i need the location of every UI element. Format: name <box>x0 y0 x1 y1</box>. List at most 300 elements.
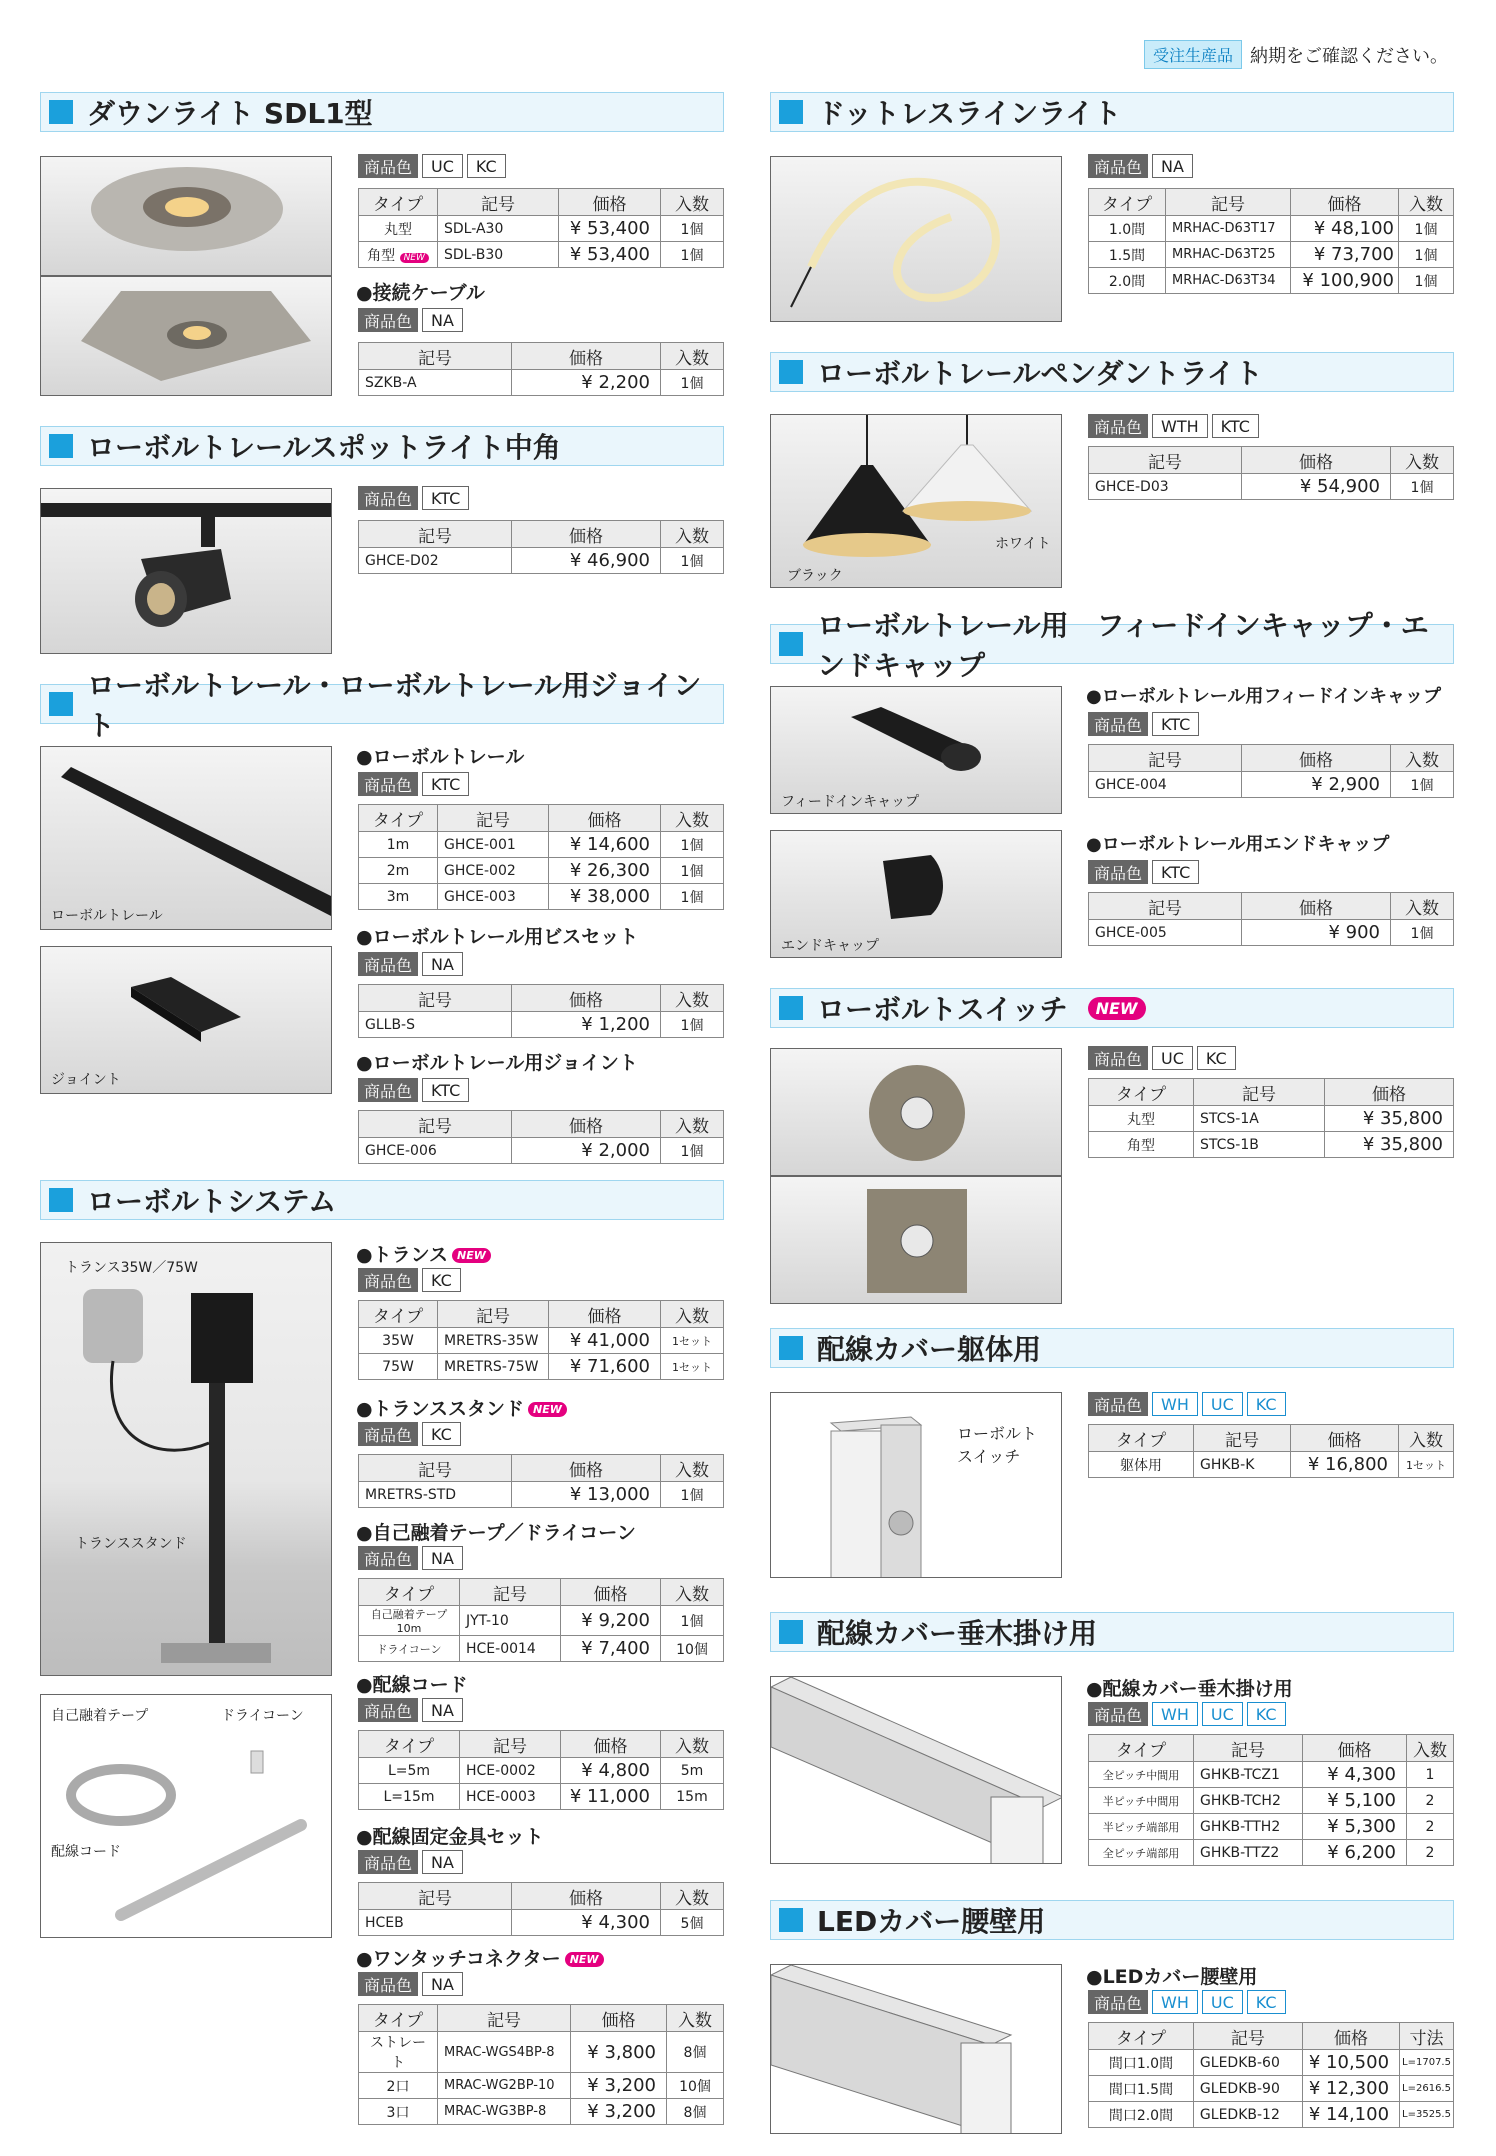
section-system <box>40 1180 724 1220</box>
table-cell: ¥ 7,400 <box>561 1636 661 1662</box>
table-cell: MRETRS-STD <box>359 1482 512 1508</box>
color-label: 商品色 <box>1088 154 1148 178</box>
th-price: 価格 <box>512 1883 661 1910</box>
th-code: 記号 <box>359 985 512 1012</box>
color-chip: WH <box>1152 1990 1198 2014</box>
table-row <box>359 1482 724 1508</box>
table-cell: STCS-1B <box>1194 1132 1325 1158</box>
table-row <box>359 1138 724 1164</box>
table-cell: ¥ 46,900 <box>512 548 661 574</box>
th-code: 記号 <box>359 1111 512 1138</box>
color-options <box>1088 1392 1286 1416</box>
color-label: 商品色 <box>358 952 418 976</box>
subtitle-end-cap: ●ローボルトレール用エンドキャップ <box>1086 834 1390 855</box>
new-badge: NEW <box>528 1402 567 1417</box>
color-label: 商品色 <box>1088 414 1148 438</box>
section-cover-body <box>770 1328 1454 1368</box>
subtitle-connector: ●ワンタッチコネクター NEW <box>356 1944 604 1971</box>
subtitle-cable: ●接続ケーブル <box>356 282 485 304</box>
table-cell: ¥ 3,200 <box>571 2099 667 2125</box>
th-type: タイプ <box>359 1731 460 1758</box>
table-cell: ¥ 5,300 <box>1303 1814 1407 1840</box>
transformer-icon <box>41 1243 332 1676</box>
table-cell: ¥ 16,800 <box>1291 1452 1399 1478</box>
table-cell: ¥ 11,000 <box>561 1784 661 1810</box>
table-row <box>1089 1132 1454 1158</box>
price-table-cover-rafter <box>1088 1734 1454 1866</box>
table-cell: STCS-1A <box>1194 1106 1325 1132</box>
table-cell: ¥ 900 <box>1242 920 1391 946</box>
table-row <box>1089 772 1454 798</box>
table-cell: 1m <box>359 832 438 858</box>
table-cell: ¥ 2,200 <box>512 370 661 396</box>
table-cell: 1個 <box>1399 268 1454 294</box>
subtitle-stand: ●トランススタンド NEW <box>356 1394 567 1421</box>
table-row <box>359 370 724 396</box>
table-cell: GHCE-006 <box>359 1138 512 1164</box>
price-table-downlight <box>358 188 724 268</box>
color-chip: KC <box>1197 1046 1236 1070</box>
color-chip: UC <box>1152 1046 1193 1070</box>
color-options <box>358 1422 461 1446</box>
table-cell: 5m <box>661 1758 724 1784</box>
table-cell: SDL-B30 <box>438 242 559 268</box>
price-table-cover-body <box>1088 1424 1454 1478</box>
table-cell: 1個 <box>661 1482 724 1508</box>
color-options <box>1088 1702 1286 1726</box>
th-price: 価格 <box>561 1731 661 1758</box>
section-title: ローボルトレールスポットライト中角 <box>87 431 561 464</box>
section-marker-icon <box>779 1620 803 1644</box>
table-cell: MRAC-WGS4BP-8 <box>438 2032 571 2073</box>
color-chip: KC <box>1247 1392 1286 1416</box>
section-title: ローボルトシステム <box>87 1185 337 1218</box>
table-cell: 5個 <box>661 1910 724 1936</box>
table-cell: 2.0間 <box>1089 268 1166 294</box>
price-table-rail <box>358 804 724 910</box>
table-cell: ¥ 4,300 <box>512 1910 661 1936</box>
table-row <box>1089 2102 1454 2128</box>
table-cell: 1.5間 <box>1089 242 1166 268</box>
color-options <box>358 1972 463 1996</box>
table-cell: JYT-10 <box>460 1606 561 1636</box>
table-cell: 2 <box>1407 1788 1454 1814</box>
section-title: ローボルトレールペンダントライト <box>817 357 1263 390</box>
photo-line-light <box>770 156 1062 322</box>
table-cell: ¥ 53,400 <box>559 216 661 242</box>
table-cell: ¥ 41,000 <box>549 1328 661 1354</box>
caption-feed-in: フィードインキャップ <box>781 794 920 810</box>
table-cell: ¥ 26,300 <box>549 858 661 884</box>
th-qty: 入数 <box>1391 447 1454 474</box>
th-type: タイプ <box>359 189 438 216</box>
color-chip: KTC <box>1152 712 1199 736</box>
table-cell: 1 <box>1407 1762 1454 1788</box>
th-code: 記号 <box>438 189 559 216</box>
table-row <box>359 1354 724 1380</box>
table-cell: 1セット <box>661 1328 724 1354</box>
section-marker-icon <box>779 1336 803 1360</box>
section-switch <box>770 988 1454 1028</box>
table-cell: L=3525.5 <box>1400 2102 1454 2128</box>
section-marker-icon <box>49 692 73 716</box>
photo-led-cover <box>770 1964 1062 2134</box>
table-cell: 1個 <box>661 548 724 574</box>
th-code: 記号 <box>460 1579 561 1606</box>
color-options <box>358 1546 463 1570</box>
table-cell: ¥ 1,200 <box>512 1012 661 1038</box>
price-table-stand <box>358 1454 724 1508</box>
th-price: 価格 <box>1242 893 1391 920</box>
made-to-order-tag: 受注生産品 <box>1144 40 1242 69</box>
table-cell: ¥ 14,600 <box>549 832 661 858</box>
switch-square-icon <box>771 1177 1062 1304</box>
section-spotlight <box>40 426 724 466</box>
table-cell: 自己融着テープ10m <box>359 1606 460 1636</box>
table-cell: ¥ 71,600 <box>549 1354 661 1380</box>
caption-transformer: トランス35W／75W <box>65 1260 198 1276</box>
subtitle-cord: ●配線コード <box>356 1674 468 1696</box>
color-label: 商品色 <box>358 1268 418 1292</box>
table-row <box>1089 920 1454 946</box>
th-size: 寸法 <box>1400 2023 1454 2050</box>
th-qty: 入数 <box>1399 1425 1454 1452</box>
color-chip: KC <box>1247 1702 1286 1726</box>
table-cell: ¥ 4,800 <box>561 1758 661 1784</box>
table-cell: 1個 <box>661 1138 724 1164</box>
color-chip: KC <box>422 1422 461 1446</box>
color-chip: KC <box>467 154 506 178</box>
color-chip: KTC <box>1212 414 1259 438</box>
table-cell: 2 <box>1407 1840 1454 1866</box>
subtitle-rail: ●ローボルトレール <box>356 746 525 768</box>
section-pendant <box>770 352 1454 392</box>
th-price: 価格 <box>561 1579 661 1606</box>
table-cell: ¥ 2,900 <box>1242 772 1391 798</box>
table-cell: GHCE-D02 <box>359 548 512 574</box>
table-cell: MRHAC-D63T34 <box>1166 268 1291 294</box>
th-qty: 入数 <box>661 521 724 548</box>
th-qty: 入数 <box>1391 893 1454 920</box>
th-type: タイプ <box>359 805 438 832</box>
th-price: 価格 <box>1325 1079 1454 1106</box>
th-price: 価格 <box>512 343 661 370</box>
color-chip: WH <box>1152 1392 1198 1416</box>
th-type: タイプ <box>1089 2023 1194 2050</box>
color-label: 商品色 <box>358 772 418 796</box>
table-cell: HCE-0002 <box>460 1758 561 1784</box>
th-code: 記号 <box>359 521 512 548</box>
color-label: 商品色 <box>358 1698 418 1722</box>
th-qty: 入数 <box>661 985 724 1012</box>
color-options <box>1088 1990 1286 2014</box>
th-price: 価格 <box>549 1301 661 1328</box>
table-cell: GLEDKB-12 <box>1193 2102 1302 2128</box>
table-cell: GHCE-005 <box>1089 920 1242 946</box>
color-label: 商品色 <box>1088 1990 1148 2014</box>
section-led-cover <box>770 1900 1454 1940</box>
table-cell: GHCE-004 <box>1089 772 1242 798</box>
table-cell: ¥ 14,100 <box>1302 2102 1399 2128</box>
table-cell: 1個 <box>1391 772 1454 798</box>
color-label: 商品色 <box>358 1972 418 1996</box>
caption-end-cap: エンドキャップ <box>781 938 879 954</box>
table-cell: MRETRS-75W <box>438 1354 549 1380</box>
photo-downlight-round <box>40 156 332 276</box>
color-label: 商品色 <box>358 154 418 178</box>
table-row <box>359 2099 724 2125</box>
subtitle-fix: ●配線固定金具セット <box>356 1826 544 1848</box>
price-table-switch <box>1088 1078 1454 1158</box>
th-price: 価格 <box>1291 189 1399 216</box>
subtitle-joint: ●ローボルトレール用ジョイント <box>356 1052 638 1074</box>
table-cell: 角型 NEW <box>359 242 438 268</box>
downlight-square-icon <box>41 277 332 396</box>
photo-cover-rafter <box>770 1676 1062 1864</box>
table-cell: GHKB-TCH2 <box>1194 1788 1303 1814</box>
table-cell: 15m <box>661 1784 724 1810</box>
th-code: 記号 <box>1089 447 1242 474</box>
th-code: 記号 <box>438 1301 549 1328</box>
photo-feed-in-cap <box>770 686 1062 814</box>
section-title: 配線カバー躯体用 <box>817 1333 1042 1366</box>
th-price: 価格 <box>512 1455 661 1482</box>
section-rail <box>40 669 724 742</box>
table-cell: ¥ 9,200 <box>561 1606 661 1636</box>
table-cell: GHKB-TTZ2 <box>1194 1840 1303 1866</box>
subtitle-screw: ●ローボルトレール用ビスセット <box>356 926 639 948</box>
table-row <box>1089 2076 1454 2102</box>
table-cell: ¥ 12,300 <box>1302 2076 1399 2102</box>
table-cell: ¥ 4,300 <box>1303 1762 1407 1788</box>
price-table-pendant <box>1088 446 1454 500</box>
color-options <box>1088 860 1199 884</box>
table-row <box>1089 216 1454 242</box>
table-row <box>359 1606 724 1636</box>
th-code: 記号 <box>1194 1425 1291 1452</box>
caption-rail: ローボルトレール <box>51 908 163 924</box>
table-row <box>1089 1814 1454 1840</box>
th-code: 記号 <box>359 1455 512 1482</box>
price-table-connector <box>358 2004 724 2125</box>
section-marker-icon <box>49 434 73 458</box>
table-cell: L=1707.5 <box>1400 2050 1454 2076</box>
table-cell: ¥ 3,200 <box>571 2073 667 2099</box>
table-cell: ¥ 35,800 <box>1325 1132 1454 1158</box>
th-code: 記号 <box>1194 1735 1303 1762</box>
th-qty: 入数 <box>1407 1735 1454 1762</box>
th-code: 記号 <box>460 1731 561 1758</box>
color-options <box>358 308 463 332</box>
new-badge: NEW <box>1088 997 1146 1020</box>
table-cell: ¥ 5,100 <box>1303 1788 1407 1814</box>
th-price: 価格 <box>1242 745 1391 772</box>
table-cell: ドライコーン <box>359 1636 460 1662</box>
order-notice <box>1144 40 1448 69</box>
pendant-icon <box>771 415 1062 588</box>
section-marker-icon <box>779 632 803 656</box>
table-cell: 1個 <box>661 884 724 910</box>
color-chip: UC <box>1202 1392 1243 1416</box>
table-cell: 35W <box>359 1328 438 1354</box>
table-cell: 2口 <box>359 2073 438 2099</box>
th-type: タイプ <box>359 1579 460 1606</box>
table-cell: GLEDKB-90 <box>1193 2076 1302 2102</box>
caption-stand: トランススタンド <box>75 1536 187 1552</box>
table-cell: 1個 <box>661 1012 724 1038</box>
th-code: 記号 <box>1194 1079 1325 1106</box>
table-cell: 1個 <box>661 858 724 884</box>
section-title: ローボルトレール用 フィードインキャップ・エンドキャップ <box>817 609 1429 682</box>
color-label: 商品色 <box>358 1422 418 1446</box>
price-table-led-cover <box>1088 2022 1454 2128</box>
table-cell: GHKB-TCZ1 <box>1194 1762 1303 1788</box>
table-row <box>359 1784 724 1810</box>
table-cell: L=15m <box>359 1784 460 1810</box>
th-price: 価格 <box>1302 2023 1399 2050</box>
table-cell: 間口1.0間 <box>1089 2050 1194 2076</box>
table-cell: 1個 <box>1391 920 1454 946</box>
price-table-joint <box>358 1110 724 1164</box>
table-cell: MRAC-WG2BP-10 <box>438 2073 571 2099</box>
table-cell: ¥ 2,000 <box>512 1138 661 1164</box>
caption-switch: ローボルト スイッチ <box>957 1424 1038 1466</box>
rail-icon <box>41 747 332 930</box>
table-cell: 75W <box>359 1354 438 1380</box>
color-chip: KTC <box>422 1078 469 1102</box>
table-cell: 1個 <box>661 370 724 396</box>
color-chip: WH <box>1152 1702 1198 1726</box>
th-code: 記号 <box>438 2005 571 2032</box>
caption-joint: ジョイント <box>51 1072 121 1088</box>
downlight-round-icon <box>41 157 332 276</box>
color-chip: NA <box>422 1546 463 1570</box>
table-cell: 半ピッチ中間用 <box>1089 1788 1194 1814</box>
table-row <box>1089 1840 1454 1866</box>
table-cell: 1個 <box>1399 216 1454 242</box>
color-label: 商品色 <box>1088 1046 1148 1070</box>
table-cell: 8個 <box>667 2099 724 2125</box>
th-price: 価格 <box>1291 1425 1399 1452</box>
th-price: 価格 <box>1242 447 1391 474</box>
section-title: 配線カバー垂木掛け用 <box>817 1617 1098 1650</box>
table-cell: MRAC-WG3BP-8 <box>438 2099 571 2125</box>
table-cell: L=5m <box>359 1758 460 1784</box>
th-price: 価格 <box>512 1111 661 1138</box>
subtitle-tape: ●自己融着テープ／ドライコーン <box>356 1522 636 1544</box>
table-cell: 1個 <box>661 242 724 268</box>
table-row <box>359 2073 724 2099</box>
table-cell: ¥ 54,900 <box>1242 474 1391 500</box>
th-type: タイプ <box>1089 1735 1194 1762</box>
table-cell: 2m <box>359 858 438 884</box>
th-type: タイプ <box>359 2005 438 2032</box>
table-row <box>359 216 724 242</box>
table-cell: ¥ 3,800 <box>571 2032 667 2073</box>
photo-spotlight <box>40 488 332 654</box>
table-cell: 10個 <box>661 1636 724 1662</box>
table-cell: 1個 <box>1391 474 1454 500</box>
table-row <box>359 1012 724 1038</box>
color-options <box>1088 154 1193 178</box>
price-table-screw <box>358 984 724 1038</box>
th-qty: 入数 <box>661 343 724 370</box>
th-qty: 入数 <box>661 1455 724 1482</box>
th-code: 記号 <box>1089 745 1242 772</box>
table-row <box>359 2032 724 2073</box>
th-code: 記号 <box>1193 2023 1302 2050</box>
table-row <box>1089 1106 1454 1132</box>
photo-cover-body <box>770 1392 1062 1578</box>
section-marker-icon <box>779 1908 803 1932</box>
section-line-light <box>770 92 1454 132</box>
color-options <box>358 952 463 976</box>
th-code: 記号 <box>438 805 549 832</box>
table-row <box>359 884 724 910</box>
th-qty: 入数 <box>661 1883 724 1910</box>
table-cell: 間口1.5間 <box>1089 2076 1194 2102</box>
color-chip: WTH <box>1152 414 1208 438</box>
th-code: 記号 <box>1166 189 1291 216</box>
photo-end-cap <box>770 830 1062 958</box>
th-qty: 入数 <box>667 2005 724 2032</box>
th-type: タイプ <box>1089 1079 1194 1106</box>
color-label: 商品色 <box>358 486 418 510</box>
color-chip: KC <box>1247 1990 1286 2014</box>
photo-downlight-square <box>40 276 332 396</box>
color-label: 商品色 <box>1088 1702 1148 1726</box>
color-label: 商品色 <box>1088 860 1148 884</box>
table-cell: 間口2.0間 <box>1089 2102 1194 2128</box>
table-row <box>359 1910 724 1936</box>
line-light-icon <box>771 157 1062 322</box>
table-cell: MRHAC-D63T25 <box>1166 242 1291 268</box>
color-label: 商品色 <box>1088 1392 1148 1416</box>
table-row <box>359 832 724 858</box>
color-options <box>358 772 469 796</box>
th-qty: 入数 <box>1399 189 1454 216</box>
table-cell: 1セット <box>1399 1452 1454 1478</box>
new-badge: NEW <box>452 1248 491 1263</box>
section-marker-icon <box>779 996 803 1020</box>
table-cell: ¥ 48,100 <box>1291 216 1399 242</box>
table-cell: 躯体用 <box>1089 1452 1194 1478</box>
table-cell: GLLB-S <box>359 1012 512 1038</box>
price-table-end-cap <box>1088 892 1454 946</box>
cover-rafter-icon <box>771 1677 1062 1864</box>
th-qty: 入数 <box>1391 745 1454 772</box>
table-cell: ¥ 6,200 <box>1303 1840 1407 1866</box>
section-caps <box>770 609 1454 682</box>
color-label: 商品色 <box>358 1850 418 1874</box>
section-title: LEDカバー腰壁用 <box>817 1905 1046 1938</box>
table-cell: L=2616.5 <box>1400 2076 1454 2102</box>
subtitle-transformer: ●トランス NEW <box>356 1240 491 1267</box>
table-cell: HCE-0014 <box>460 1636 561 1662</box>
table-cell: 1セット <box>661 1354 724 1380</box>
photo-transformer <box>40 1242 332 1676</box>
table-cell: ¥ 13,000 <box>512 1482 661 1508</box>
caption-black: ブラック <box>787 568 843 584</box>
table-cell: ¥ 38,000 <box>549 884 661 910</box>
price-table-transformer <box>358 1300 724 1380</box>
table-cell: ¥ 10,500 <box>1302 2050 1399 2076</box>
price-table-line-light <box>1088 188 1454 294</box>
tape-cord-icon <box>41 1695 332 1938</box>
section-title: ローボルトスイッチ <box>817 993 1068 1026</box>
table-row <box>1089 1452 1454 1478</box>
th-qty: 入数 <box>661 805 724 832</box>
